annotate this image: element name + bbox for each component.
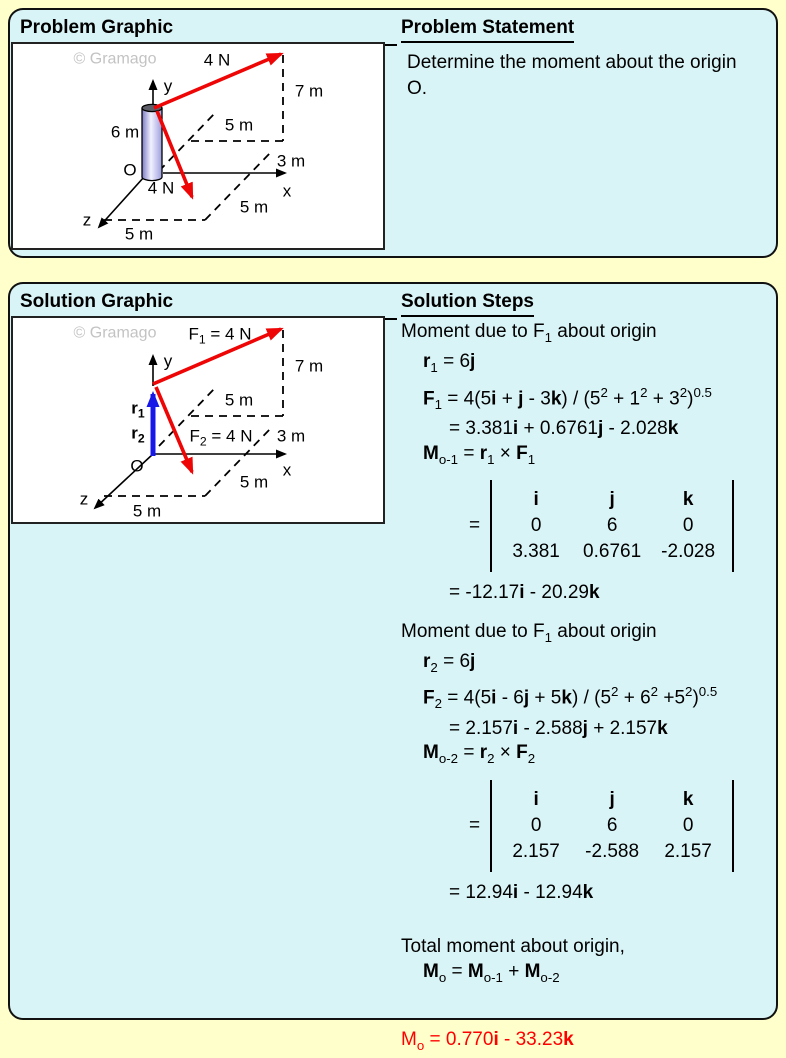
- step-f1-value: = 3.381i + 0.6761j - 2.028k: [449, 418, 679, 440]
- determinant-2-matrix: [490, 780, 734, 872]
- x-axis-label: x: [282, 460, 292, 480]
- equals-sign: =: [469, 515, 481, 537]
- det-cell: 0: [530, 515, 542, 537]
- dim-3m-label: 3 m: [276, 426, 306, 446]
- step-r1-eq: $r_1 = 6j$: [423, 351, 476, 376]
- problem-statement-title: Problem Statement: [401, 17, 574, 43]
- det-cell: i: [533, 489, 539, 511]
- z-axis-label: z: [79, 489, 89, 509]
- watermark: © Gramago: [73, 324, 157, 342]
- determinant-1: [469, 480, 775, 572]
- dim-5m-right-label: 5 m: [239, 472, 269, 492]
- dim-7m-label: 7 m: [294, 81, 324, 101]
- det-cell: -2.028: [661, 541, 716, 563]
- problem-statement-text: Determine the moment about the origin O.: [407, 52, 737, 99]
- pole-height-label: 6 m: [110, 122, 140, 142]
- z-axis-label: z: [82, 210, 92, 230]
- step-m1-eq: $M_{o-1} = r_1 \times F_1$: [423, 442, 536, 467]
- total-sum-eq: $M_o = M_{o-1} + M_{o-2}$: [423, 960, 560, 985]
- force-top-label: 4 N: [203, 50, 231, 70]
- problem-panel: [8, 8, 778, 258]
- solution-graphic-title: Solution Graphic: [20, 291, 397, 320]
- solution-steps-title: Solution Steps: [401, 291, 534, 317]
- y-axis-label: y: [163, 351, 173, 371]
- solution-steps: [401, 320, 775, 1058]
- det-cell: -2.588: [585, 840, 640, 862]
- step-r2-eq: $r_2 = 6j$: [423, 650, 476, 675]
- watermark: © Gramago: [73, 50, 157, 68]
- dim-5m-top-label: 5 m: [224, 390, 254, 410]
- step-f2-eq: $F_2 = 4(5i - 6j + 5k) / (5^2 + 6^2 +5^2)^{0.5}$: [423, 684, 718, 712]
- step-heading-2: Moment due to $F_1$ about origin: [401, 620, 657, 645]
- det-cell: 3.381: [512, 541, 560, 563]
- determinant-2: [469, 780, 775, 872]
- x-axis-label: x: [282, 181, 292, 201]
- det-cell: i: [533, 788, 539, 810]
- det-cell: 0: [530, 814, 542, 836]
- problem-diagram-svg: [13, 44, 383, 248]
- det-cell: 2.157: [664, 840, 712, 862]
- problem-graphic-box: [11, 42, 385, 250]
- det-cell: 0.6761: [583, 541, 642, 563]
- determinant-1-matrix: [490, 480, 734, 572]
- det-cell: 2.157: [512, 840, 560, 862]
- dim-7m-label: 7 m: [294, 356, 324, 376]
- dim-3m-label: 3 m: [276, 151, 306, 171]
- solution-graphic-box: [11, 316, 385, 524]
- total-heading: Total moment about origin,: [401, 936, 625, 958]
- dim-5m-left-label: 5 m: [132, 501, 162, 521]
- det-cell: 6: [606, 515, 618, 537]
- final-result: $M_o = 0.770i - 33.23k$: [401, 1028, 574, 1053]
- det-cell: 6: [606, 814, 618, 836]
- force-bottom-label: 4 N: [147, 178, 175, 198]
- det-cell: j: [609, 788, 615, 810]
- step-f2-value: = 2.157i - 2.588j + 2.157k: [449, 717, 668, 739]
- det-cell: j: [609, 489, 615, 511]
- step-m2-eq: $M_{o-2} = r_2 \times F_2$: [423, 742, 536, 767]
- dim-5m-right-label: 5 m: [239, 197, 269, 217]
- dim-5m-left-label: 5 m: [124, 224, 154, 244]
- y-axis-label: y: [163, 76, 173, 96]
- step-heading-1: Moment due to $F_1$ about origin: [401, 321, 657, 345]
- det-cell: 0: [682, 515, 694, 537]
- origin-label: O: [123, 160, 137, 180]
- origin-label: O: [130, 456, 144, 476]
- step-m1-value: = -12.17i - 20.29k: [449, 582, 600, 604]
- dim-5m-top-label: 5 m: [224, 115, 254, 135]
- step-f1-eq: $F_1 = 4(5i + j - 3k) / (5^2 + 1^2 + 3^2)^{0.5}$: [423, 384, 712, 412]
- det-cell: k: [682, 489, 694, 511]
- force2-label: $F_2 = 4$ N: [189, 426, 253, 449]
- equals-sign: =: [469, 814, 481, 836]
- solution-panel: [8, 282, 778, 1053]
- r1-label: $r_1$: [131, 398, 145, 421]
- det-cell: k: [682, 788, 694, 810]
- det-cell: 0: [682, 814, 694, 836]
- problem-graphic-title: Problem Graphic: [20, 17, 397, 46]
- problem-force-arrows: [154, 50, 281, 197]
- r2-label: $r_2$: [131, 423, 145, 446]
- step-m2-value: = 12.94i - 12.94k: [449, 881, 594, 903]
- force1-label: $F_1 = 4$ N: [188, 324, 252, 347]
